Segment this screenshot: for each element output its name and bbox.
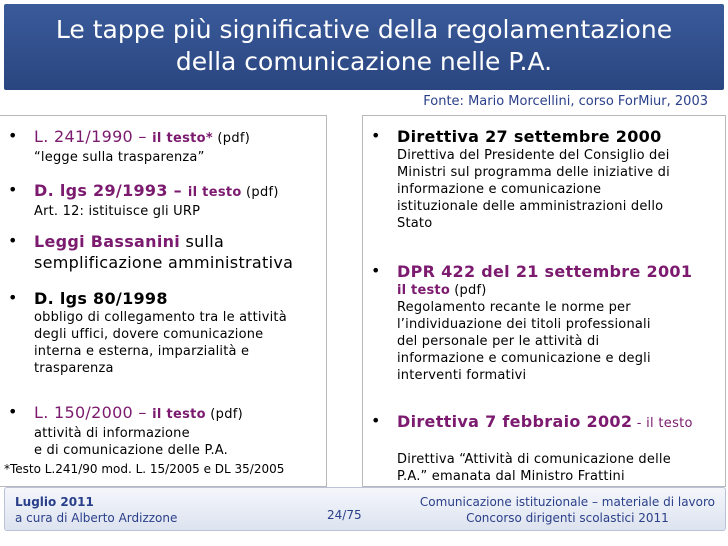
page-number: 24/75 [327, 508, 362, 522]
directive-text-link[interactable]: il testo [646, 416, 693, 431]
bullet-icon: • [8, 231, 18, 250]
bullet-icon: • [371, 261, 381, 280]
footer-right: Comunicazione istituzionale – materiale di lavoro Concorso dirigenti scolastici 2011 [419, 495, 715, 525]
directive-title: Direttiva 7 febbraio 2002 [397, 412, 633, 431]
bullet-icon: • [371, 411, 381, 430]
source-caption: Fonte: Mario Morcellini, corso ForMiur, 2003 [423, 94, 708, 109]
law-text-link[interactable]: il testo [152, 407, 206, 422]
list-item: • L. 150/2000 – il testo (pdf) attività di informazione e di comunicazione delle P.A. [8, 402, 244, 458]
law-title: L. 150/2000 – [34, 403, 153, 422]
law-title: L. 241/1990 – [34, 127, 153, 146]
law-title: D. lgs 29/1993 – [34, 181, 188, 200]
list-item: • Direttiva 27 settembre 2000 Direttiva del Presidente del Consiglio dei Ministri sul programma delle iniziative di informazione e comunicazione istituzionale delle amministrazioni dello Stato [371, 126, 670, 231]
item-description: Art. 12: istituisce gli URP [34, 204, 201, 219]
list-item: • D. lgs 80/1998 obbligo di collegamento tra le attività degli uffici, dovere comunicazione interna e esterna, imparzialità e trasparenza [8, 288, 287, 376]
left-column [0, 115, 327, 487]
bullet-icon: • [371, 126, 381, 145]
item-description: “legge sulla trasparenza” [34, 150, 205, 165]
list-item: • D. lgs 29/1993 – il testo (pdf) Art. 12: istituisce gli URP [8, 180, 279, 219]
dpr-text-link[interactable]: il testo [397, 283, 450, 298]
law-title: D. lgs 80/1998 [34, 289, 168, 308]
list-item: • Direttiva 7 febbraio 2002 - il testo Direttiva “Attività di comunicazione delle P.A.” emanata dal Ministro Frattini [371, 411, 693, 484]
bullet-icon: • [8, 402, 18, 421]
law-text-link[interactable]: il testo* [152, 131, 213, 146]
directive-title: DPR 422 del 21 settembre 2001 [397, 262, 693, 281]
footer-bar [4, 487, 726, 531]
bullet-icon: • [8, 180, 18, 199]
directive-title: Direttiva 27 settembre 2000 [397, 127, 662, 146]
footer-author: a cura di Alberto Ardizzone [15, 511, 178, 525]
bullet-icon: • [8, 288, 18, 307]
list-item: • Leggi Bassanini sulla semplificazione amministrativa [8, 231, 294, 272]
bassanini-link[interactable]: Leggi Bassanini [34, 232, 181, 251]
footer-left [15, 494, 177, 526]
law-text-link[interactable]: il testo [187, 185, 242, 200]
slide-title: Le tappe più significative della regolamentazione della comunicazione nelle P.A. [55, 15, 673, 76]
footnote: *Testo L.241/90 mod. L. 15/2005 e DL 35/2005 [4, 462, 285, 476]
title-banner [4, 4, 724, 90]
list-item: • L. 241/1990 – il testo* (pdf) “legge sulla trasparenza” [8, 126, 251, 165]
footer-date: Luglio 2011 [15, 495, 94, 509]
right-column [362, 115, 726, 487]
list-item: • DPR 422 del 21 settembre 2001 il testo (pdf) Regolamento recante le norme per l’individuazione dei titoli professionali del personale per le attività di informazione e comunicazione e degli interventi formativi [371, 261, 693, 383]
bullet-icon: • [8, 126, 18, 145]
